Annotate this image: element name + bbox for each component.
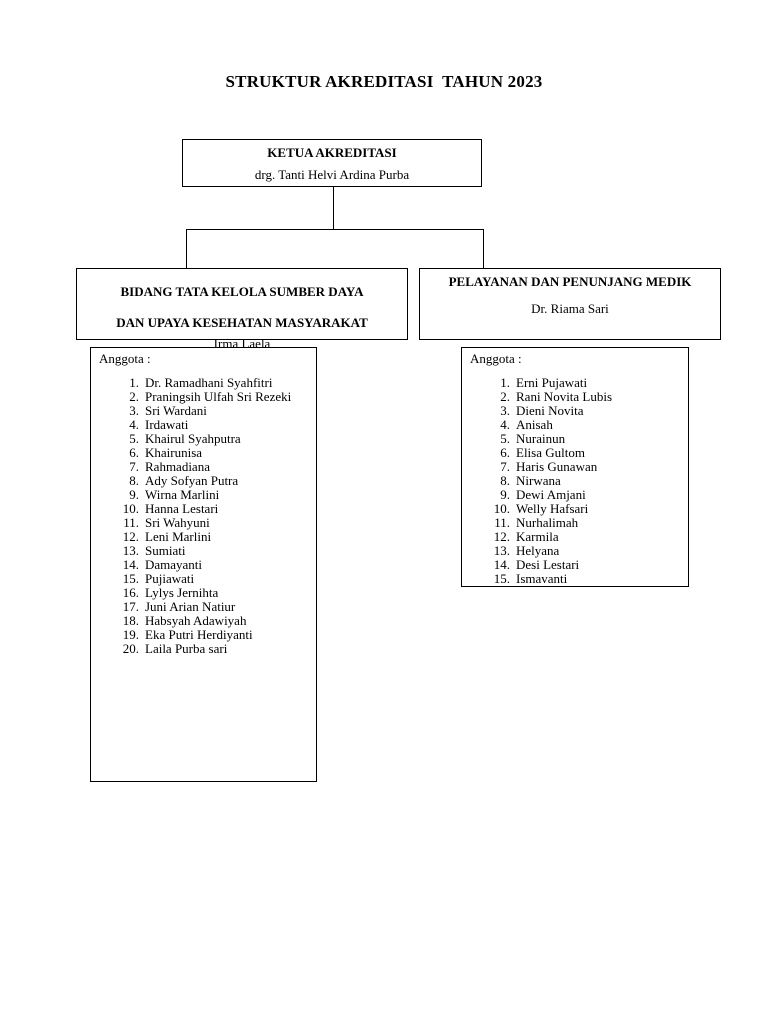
list-item-number: 19. — [122, 627, 139, 642]
list-item-number: 15. — [122, 571, 139, 586]
list-item-name: Pujiawati — [145, 571, 195, 586]
list-item — [91, 516, 295, 530]
connector-left-down — [186, 229, 187, 268]
list-item-number: 4. — [129, 417, 139, 432]
list-item — [91, 642, 295, 656]
list-item-number: 6. — [500, 445, 510, 460]
list-item — [462, 502, 666, 516]
list-item-name: Laila Purba sari — [145, 641, 228, 656]
list-item-name: Dewi Amjani — [516, 487, 586, 502]
list-item — [91, 376, 295, 390]
list-item-number: 14. — [122, 557, 139, 572]
list-item-number: 8. — [500, 473, 510, 488]
list-item-number: 8. — [129, 473, 139, 488]
bidang-tata-kelola-box — [76, 268, 408, 351]
list-item-number: 5. — [500, 431, 510, 446]
list-item-number: 3. — [500, 403, 510, 418]
list-item-name: Praningsih Ulfah Sri Rezeki — [145, 389, 292, 404]
list-item — [462, 516, 666, 530]
list-item-number: 7. — [129, 459, 139, 474]
connector-right-down — [483, 229, 484, 268]
list-item — [91, 614, 295, 628]
list-item-number: 5. — [129, 431, 139, 446]
list-item — [462, 572, 666, 586]
list-item — [462, 376, 666, 390]
list-item-name: Nurainun — [516, 431, 566, 446]
pelayanan-box — [419, 268, 721, 340]
list-item-name: Hanna Lestari — [145, 501, 219, 516]
list-item-number: 4. — [500, 417, 510, 432]
list-item — [462, 404, 666, 418]
list-item-name: Karmila — [516, 529, 559, 544]
list-item-number: 12. — [122, 529, 139, 544]
list-item-name: Desi Lestari — [516, 557, 580, 572]
list-item-number: 3. — [129, 403, 139, 418]
list-item-name: Nirwana — [516, 473, 561, 488]
list-item — [91, 460, 295, 474]
list-item-name: Helyana — [516, 543, 560, 558]
list-item — [91, 432, 295, 446]
list-item — [91, 404, 295, 418]
list-item — [462, 418, 666, 432]
list-item-name: Khairunisa — [145, 445, 203, 460]
list-item — [91, 502, 295, 516]
list-item — [91, 628, 295, 642]
list-item-name: Irdawati — [145, 417, 189, 432]
pelayanan-members-box — [461, 347, 689, 587]
list-item — [91, 600, 295, 614]
list-item-number: 11. — [494, 515, 510, 530]
connector-horizontal — [186, 229, 484, 230]
list-item — [462, 460, 666, 474]
list-item-name: Erni Pujawati — [516, 375, 588, 390]
list-item-number: 13. — [122, 543, 139, 558]
list-item-number: 10. — [493, 501, 510, 516]
list-item — [462, 530, 666, 544]
list-item-number: 17. — [122, 599, 139, 614]
list-item — [91, 390, 295, 404]
pelayanan-heading: PELAYANAN DAN PENUNJANG MEDIK — [448, 274, 692, 289]
list-item-number: 6. — [129, 445, 139, 460]
list-item-name: Anisah — [516, 417, 553, 432]
bidang-heading-line2: DAN UPAYA KESEHATAN MASYARAKAT — [116, 315, 368, 330]
list-item-number: 20. — [122, 641, 139, 656]
list-item-name: Habsyah Adawiyah — [145, 613, 247, 628]
bidang-head-name: Irma Laela — [213, 336, 271, 351]
pelayanan-head-name: Dr. Riama Sari — [531, 301, 609, 316]
members-label: Anggota : — [470, 351, 522, 366]
list-item-number: 18. — [122, 613, 139, 628]
list-item — [91, 572, 295, 586]
list-item — [91, 488, 295, 502]
list-item-name: Dr. Ramadhani Syahfitri — [145, 375, 273, 390]
list-item-name: Welly Hafsari — [516, 501, 589, 516]
list-item-name: Sumiati — [145, 543, 186, 558]
list-item-number: 7. — [500, 459, 510, 474]
list-item — [462, 558, 666, 572]
ketua-box — [182, 139, 482, 187]
list-item — [91, 544, 295, 558]
members-list — [91, 376, 295, 656]
list-item-number: 11. — [123, 515, 139, 530]
list-item — [462, 432, 666, 446]
list-item-name: Rahmadiana — [145, 459, 210, 474]
list-item-number: 9. — [500, 487, 510, 502]
list-item-name: Eka Putri Herdiyanti — [145, 627, 253, 642]
list-item — [462, 474, 666, 488]
list-item — [91, 474, 295, 488]
list-item — [462, 446, 666, 460]
list-item-name: Ady Sofyan Putra — [145, 473, 239, 488]
list-item — [91, 418, 295, 432]
connector-ketua-down — [333, 187, 334, 230]
list-item — [462, 488, 666, 502]
ketua-name: drg. Tanti Helvi Ardina Purba — [254, 167, 410, 182]
list-item-number: 2. — [500, 389, 510, 404]
list-item-name: Damayanti — [145, 557, 203, 572]
list-item — [91, 446, 295, 460]
list-item-number: 14. — [493, 557, 510, 572]
list-item-name: Elisa Gultom — [516, 445, 585, 460]
list-item-number: 13. — [493, 543, 510, 558]
list-item-name: Rani Novita Lubis — [516, 389, 613, 404]
list-item — [91, 530, 295, 544]
page-title: STRUKTUR AKREDITASI TAHUN 2023 — [225, 72, 543, 91]
list-item-number: 1. — [129, 375, 139, 390]
list-item-number: 9. — [129, 487, 139, 502]
list-item — [91, 558, 295, 572]
bidang-heading-line1: BIDANG TATA KELOLA SUMBER DAYA — [120, 284, 364, 299]
list-item-name: Ismavanti — [516, 571, 568, 586]
list-item-name: Sri Wardani — [145, 403, 207, 418]
list-item-number: 16. — [122, 585, 139, 600]
list-item-name: Wirna Marlini — [145, 487, 220, 502]
list-item-name: Haris Gunawan — [516, 459, 598, 474]
list-item-number: 15. — [493, 571, 510, 586]
list-item-number: 10. — [122, 501, 139, 516]
list-item-number: 2. — [129, 389, 139, 404]
list-item-name: Leni Marlini — [145, 529, 212, 544]
list-item — [91, 586, 295, 600]
list-item-name: Lylys Jernihta — [145, 585, 219, 600]
list-item-number: 1. — [500, 375, 510, 390]
bidang-members-box — [90, 347, 317, 782]
list-item-name: Juni Arian Natiur — [145, 599, 236, 614]
members-label: Anggota : — [99, 351, 151, 366]
list-item — [462, 390, 666, 404]
list-item — [462, 544, 666, 558]
list-item-name: Khairul Syahputra — [145, 431, 241, 446]
list-item-name: Sri Wahyuni — [145, 515, 210, 530]
members-list — [462, 376, 666, 586]
ketua-heading: KETUA AKREDITASI — [267, 145, 397, 160]
list-item-name: Nurhalimah — [516, 515, 579, 530]
list-item-name: Dieni Novita — [516, 403, 584, 418]
list-item-number: 12. — [493, 529, 510, 544]
